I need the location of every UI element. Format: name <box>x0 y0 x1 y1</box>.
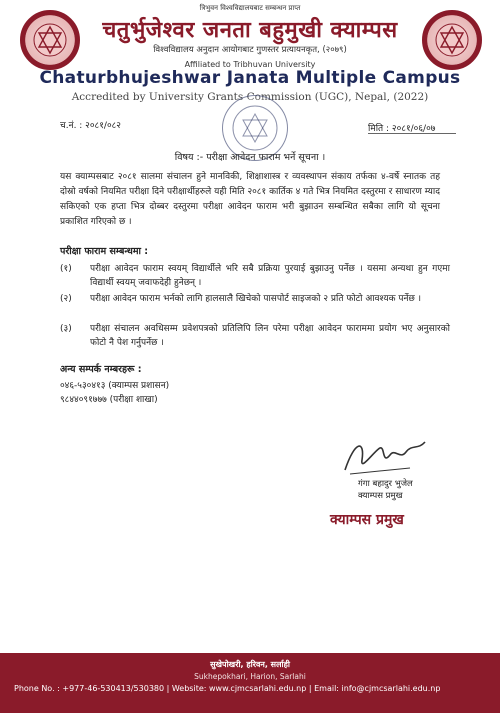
campus-chief-stamp: क्याम्पस प्रमुख <box>330 512 404 528</box>
affiliation-en: Affiliated to Tribhuvan University <box>184 60 316 69</box>
list-item <box>60 292 450 322</box>
campus-name-en: Chaturbhujeshwar Janata Multiple Campus <box>39 68 461 88</box>
campus-name-np: चतुर्भुजेश्वर जनता बहुमुखी क्याम्पस <box>102 18 398 43</box>
item-number: (२) <box>60 294 72 304</box>
item-text: परीक्षा संचालन अवधिसम्म प्रवेशपत्रको प्रतिलिपि लिन परेमा परीक्षा आवेदन फाराममा प्रयोग भए अनुसारको फोटो नै पेश गर्नुपर्नेछ । <box>90 324 450 348</box>
footer-contact-line: Phone No. : +977-46-530413/530380 | Website: www.cjmcsarlahi.edu.np | Email: info@cjmcsarlahi.edu.np <box>14 684 441 693</box>
signature-icon <box>340 430 430 480</box>
campus-subtitle-np: विश्वविद्यालय अनुदान आयोगबाट गुणस्तर प्रत्यायनकृत, (२०७९) <box>153 45 347 55</box>
handwritten-signature <box>340 430 430 484</box>
contact-heading: अन्य सम्पर्क नम्बरहरू : <box>60 364 142 375</box>
item-number: (३) <box>60 324 72 334</box>
contact-line: ९८४४०९१७७७ (परीक्षा शाखा) <box>60 395 158 405</box>
item-number: (१) <box>60 264 72 274</box>
list-item <box>60 262 450 292</box>
signer-block <box>358 478 413 502</box>
affiliation-line-np: त्रिभुवन विश्वविद्यालयबाट सम्बन्धन प्राप्त <box>199 4 301 12</box>
form-section-heading: परीक्षा फाराम सम्बन्धमा : <box>60 246 149 257</box>
signer-role: क्याम्पस प्रमुख <box>358 491 403 501</box>
item-text: परीक्षा आवेदन फाराम स्वयम् विद्यार्थीले भरि सबै प्रक्रिया पुरयाई बुझाउनु पर्नेछ । यसमा अन्यथा हुन गएमा विद्यार्थी स्वयम् जवाफदेही हुनेछन् । <box>90 264 450 288</box>
list-item <box>60 322 450 352</box>
accreditation-line: Accredited by University Grants Commission (UGC), Nepal, (2022) <box>71 91 429 103</box>
notice-body: यस क्याम्पसबाट २०८१ सालमा संचालन हुने मानविकी, शिक्षाशास्त्र र व्यवस्थापन संकाय तर्फका ४-वर्षे स्नातक तह दोस्रो वर्षको नियमित परीक्षा दिने परीक्षार्थीहरुले यही मिति २०८१ कार्तिक ४ गते भित्र नियमित दस्तुरमा र साधारण म्याद सकिएको एक हप्ता भित्र दोब्बर दस्तुरमा परीक्षा आवेदन फाराम भरी बुझाउन सम्बन्धित सबैका लागि यो सूचना प्रकाशित गरिएको छ । <box>60 172 440 227</box>
notice-date: मिति : २०८१/०६/०७ <box>368 124 436 134</box>
signer-name: गंगा बहादुर भुजेल <box>358 479 413 489</box>
contact-line: ०४६-५३०४१३ (क्याम्पस प्रशासन) <box>60 381 170 391</box>
footer-address-en: Sukhepokhari, Harion, Sarlahi <box>194 672 306 681</box>
reference-number: च.नं. : २०८१/०८२ <box>60 121 121 131</box>
item-text: परीक्षा आवेदन फाराम भर्नको लागि हालसालै खिचेको पासपोर्ट साइजको २ प्रति फोटो आवश्यक पर्नेछ । <box>90 294 422 304</box>
footer-address-np: सुखेपोखरी, हरिवन, सर्लाही <box>210 660 290 669</box>
notice-subject: विषय :- परीक्षा आवेदन फाराम भर्ने सूचना । <box>174 152 326 163</box>
